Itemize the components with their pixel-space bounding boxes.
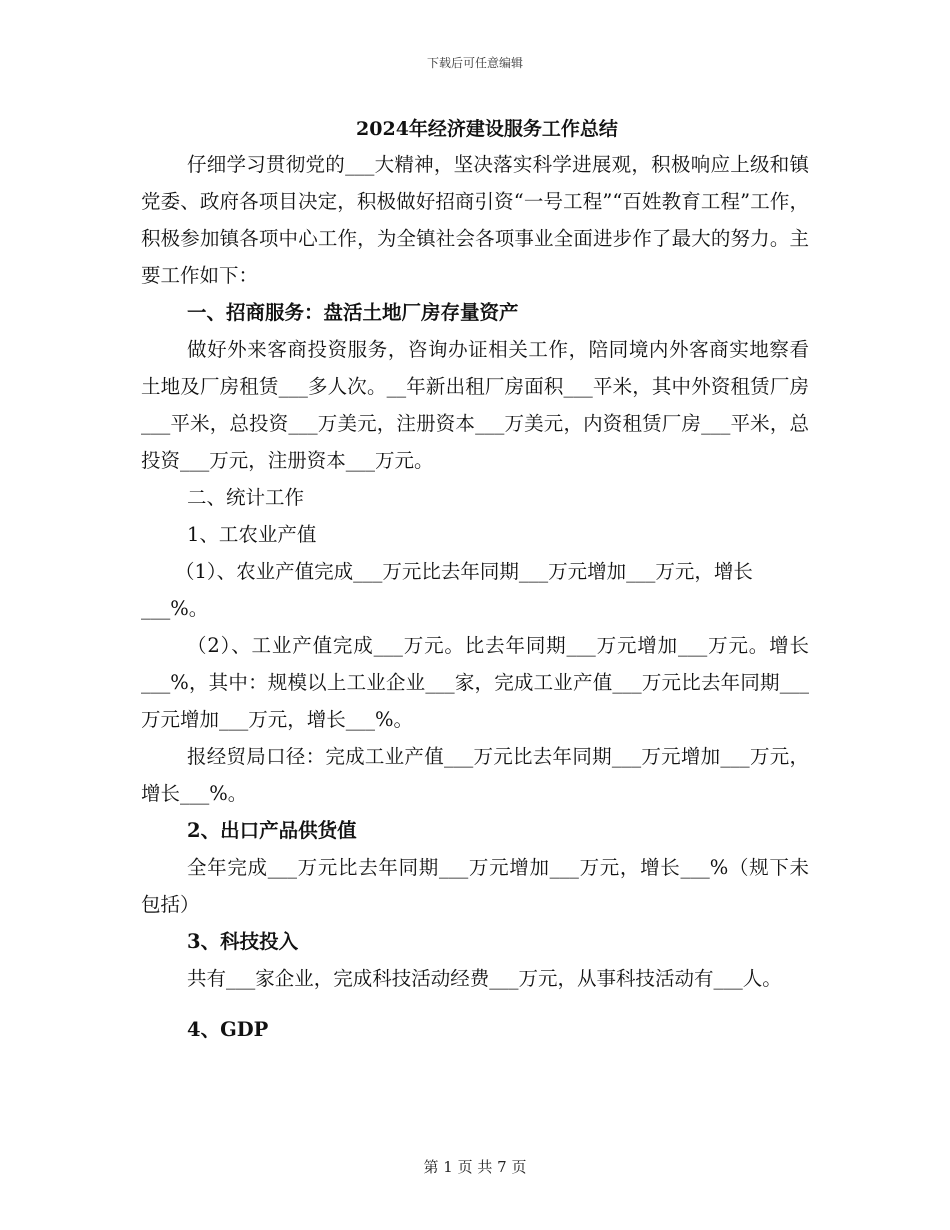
sub1-heading: 1、工农业产值 [187,523,317,546]
page-header: 下载后可任意编辑 [426,56,523,70]
sub4-heading: 4、GDP [187,1018,269,1041]
document-title: 2024年经济建设服务工作总结 [356,118,618,140]
section1-heading: 一、招商服务：盘活土地厂房存量资产 [187,301,519,324]
sub2-body: 全年完成___万元比去年同期___万元增加___万元，增长___%（规下未包括） [141,856,809,916]
document-body [141,112,809,1048]
spacer [141,997,809,1011]
sub3-heading: 3、科技投入 [187,930,299,953]
page-footer: 第 1 页 共 7 页 [423,1158,527,1176]
section1-body: 做好外来客商投资服务，咨询办证相关工作，陪同境内外客商实地察看土地及厂房租赁___多人次。__年新出租厂房面积___平米，其中外资租赁厂房___平米，总投资___万美元，注册资本___万美元，内资租赁厂房___平米，总投资___万元，注册资本___万元。 [141,338,809,472]
sub1-item2: （2）、工业产值完成___万元。比去年同期___万元增加___万元。增长___%，其中：规模以上工业企业___家，完成工业产值___万元比去年同期___万元增加___万元，增长___%。 [141,634,809,731]
sub2-heading: 2、出口产品供货值 [187,819,357,842]
sub1-item1: （1）、农业产值完成___万元比去年同期___万元增加___万元，增长___%。 [141,560,753,620]
section2-heading: 二、统计工作 [187,486,305,509]
sub3-body: 共有___家企业，完成科技活动经费___万元，从事科技活动有___人。 [187,967,782,990]
intro-paragraph: 仔细学习贯彻党的___大精神，坚决落实科学进展观，积极响应上级和镇党委、政府各项目决定，积极做好招商引资“一号工程”“百姓教育工程”工作，积极参加镇各项中心工作，为全镇社会各项事业全面进步作了最大的努力。主要工作如下： [141,153,809,287]
sub1-item3: 报经贸局口径：完成工业产值___万元比去年同期___万元增加___万元，增长___%。 [141,745,809,805]
